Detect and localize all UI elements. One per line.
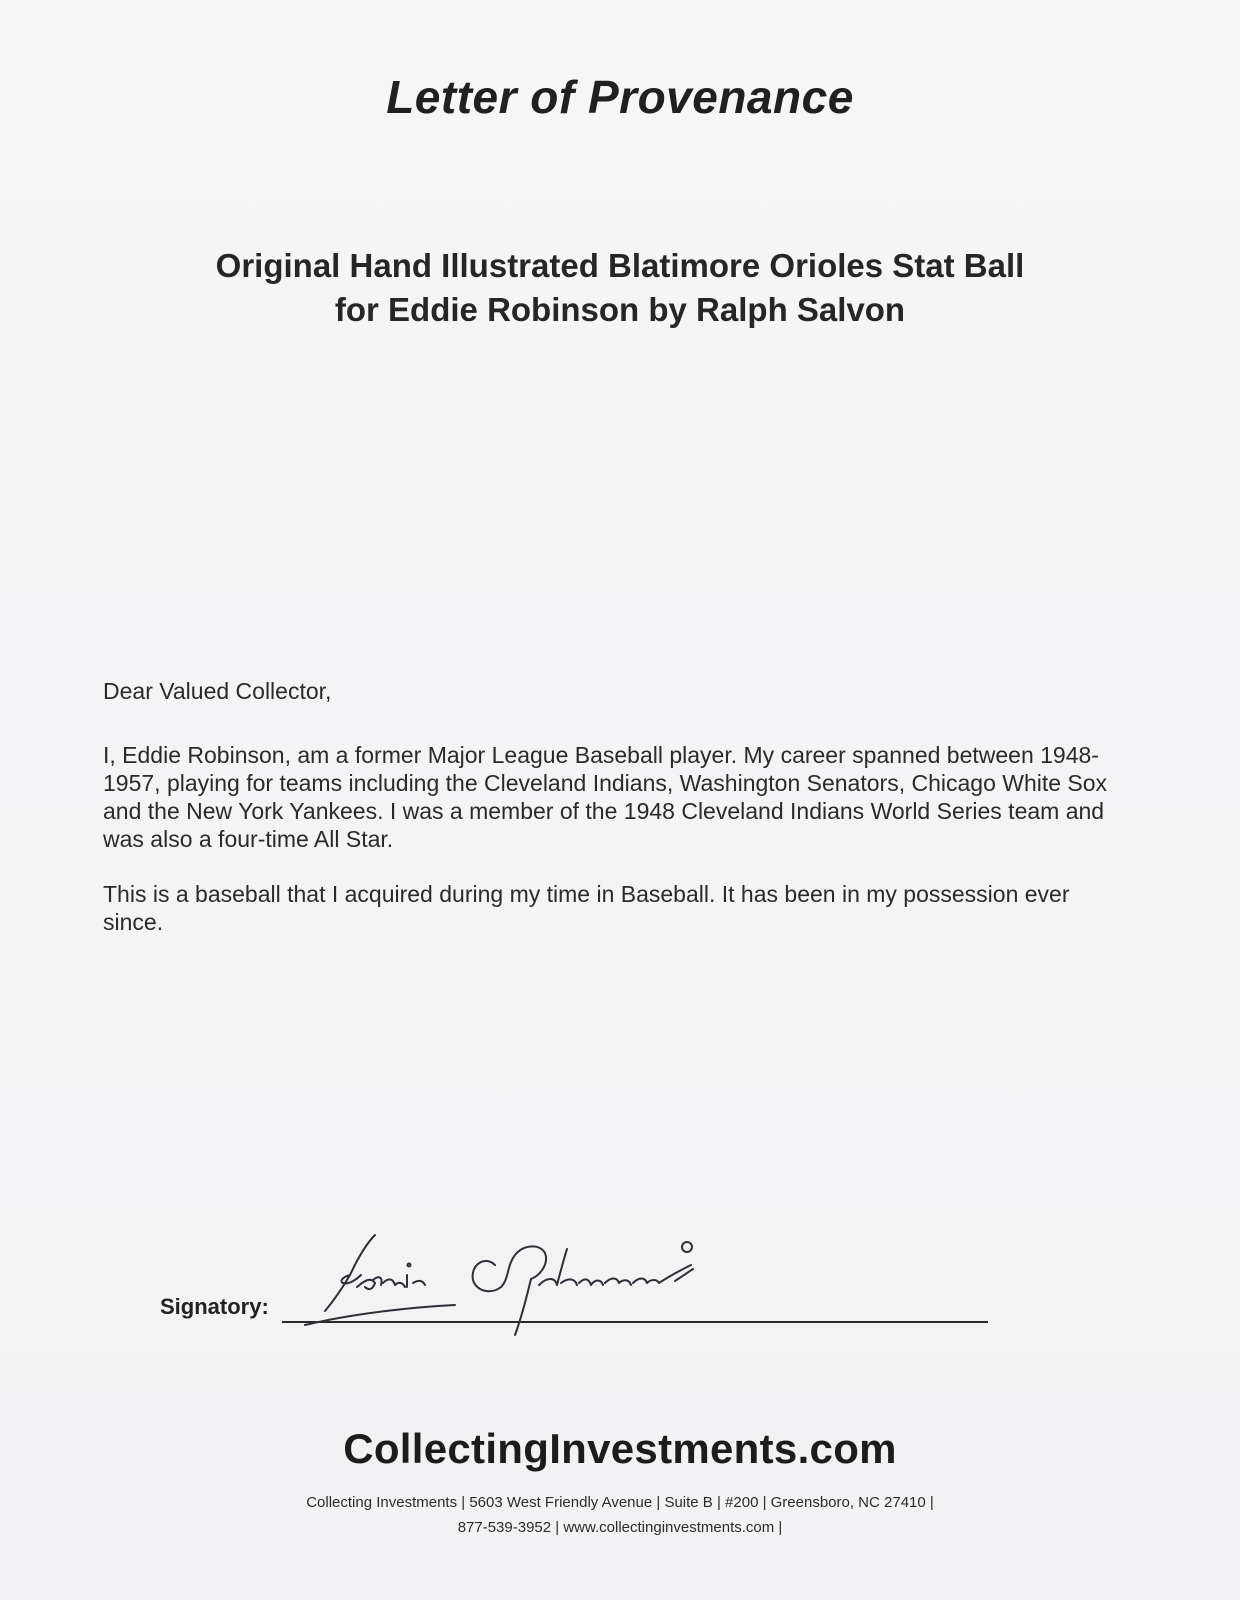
body-paragraph-1: I, Eddie Robinson, am a former Major League Baseball player. My career spanned between 1948-1957, playing for teams including the Cleveland Indians, Washington Senators, Chicago White Sox and the New York Yankees. I was a member of the 1948 Cleveland Indians World Series team and was also a four-time All Star. <box>103 742 1108 852</box>
brand-wordmark: CollectingInvestments.com <box>343 1425 897 1472</box>
signatory-label: Signatory: <box>160 1294 269 1319</box>
subtitle-line-2: for Eddie Robinson by Ralph Salvon <box>334 291 906 328</box>
document-title: Letter of Provenance <box>386 71 854 123</box>
body-paragraph-2: This is a baseball that I acquired during my time in Baseball. It has been in my possession ever since. <box>103 881 1070 935</box>
salutation: Dear Valued Collector, <box>103 678 332 704</box>
subtitle-line-1: Original Hand Illustrated Blatimore Orioles Stat Ball <box>215 247 1025 284</box>
footer-contact: 877-539-3952 | www.collectinginvestments.com | <box>457 1519 783 1536</box>
footer-address: Collecting Investments | 5603 West Friendly Avenue | Suite B | #200 | Greensboro, NC 27410 | <box>306 1494 934 1511</box>
handwritten-signature <box>295 1225 745 1345</box>
document-subtitle <box>0 244 1240 332</box>
